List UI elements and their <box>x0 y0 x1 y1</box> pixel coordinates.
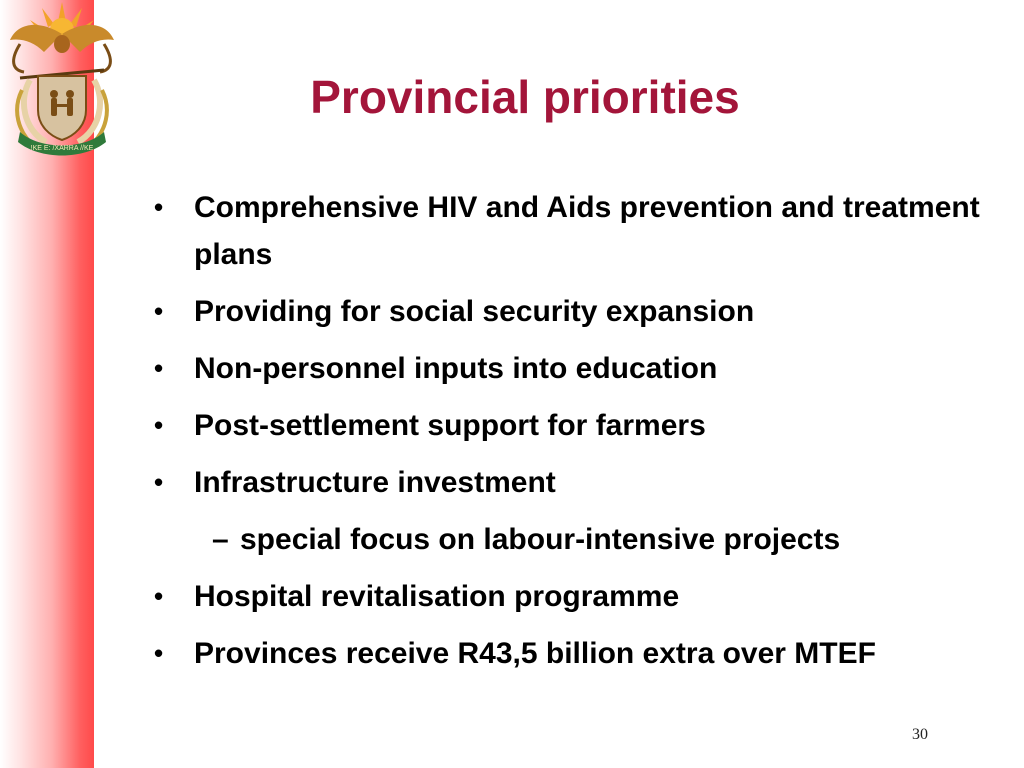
slide-title: Provincial priorities <box>310 71 740 123</box>
list-item-text: Non-personnel inputs into education <box>194 352 718 385</box>
bullet-marker: • <box>154 638 164 668</box>
bullet-marker: • <box>154 192 164 222</box>
list-item <box>150 402 1000 449</box>
sub-list-item-text: special focus on labour-intensive projects <box>240 523 841 556</box>
bullet-marker: • <box>154 353 164 383</box>
list-item-text: Providing for social security expansion <box>194 295 755 328</box>
list-item-text: Provinces receive R43,5 billion extra over MTEF <box>194 637 876 670</box>
crest-motto-lettering: !KE E: /XARRA //KE <box>30 145 94 152</box>
bullet-list <box>150 184 1000 687</box>
list-item-text: Comprehensive HIV and Aids prevention and treatment plans <box>194 191 980 271</box>
bullet-marker: • <box>154 410 164 440</box>
list-item <box>150 459 1000 506</box>
list-item-text: Post-settlement support for farmers <box>194 409 706 442</box>
list-item-text: Hospital revitalisation programme <box>194 580 680 613</box>
bullet-marker: • <box>154 581 164 611</box>
list-item <box>150 184 1000 278</box>
dash-marker: – <box>212 523 229 556</box>
bullet-marker: • <box>154 296 164 326</box>
list-item <box>150 288 1000 335</box>
list-item <box>150 630 1000 677</box>
list-item-text: Infrastructure investment <box>194 466 556 499</box>
bullet-marker: • <box>154 467 164 497</box>
sub-list-item <box>150 516 1000 563</box>
list-item <box>150 345 1000 392</box>
list-item <box>150 573 1000 620</box>
page-number: 30 <box>912 726 928 743</box>
coat-of-arms-logo <box>0 0 124 160</box>
